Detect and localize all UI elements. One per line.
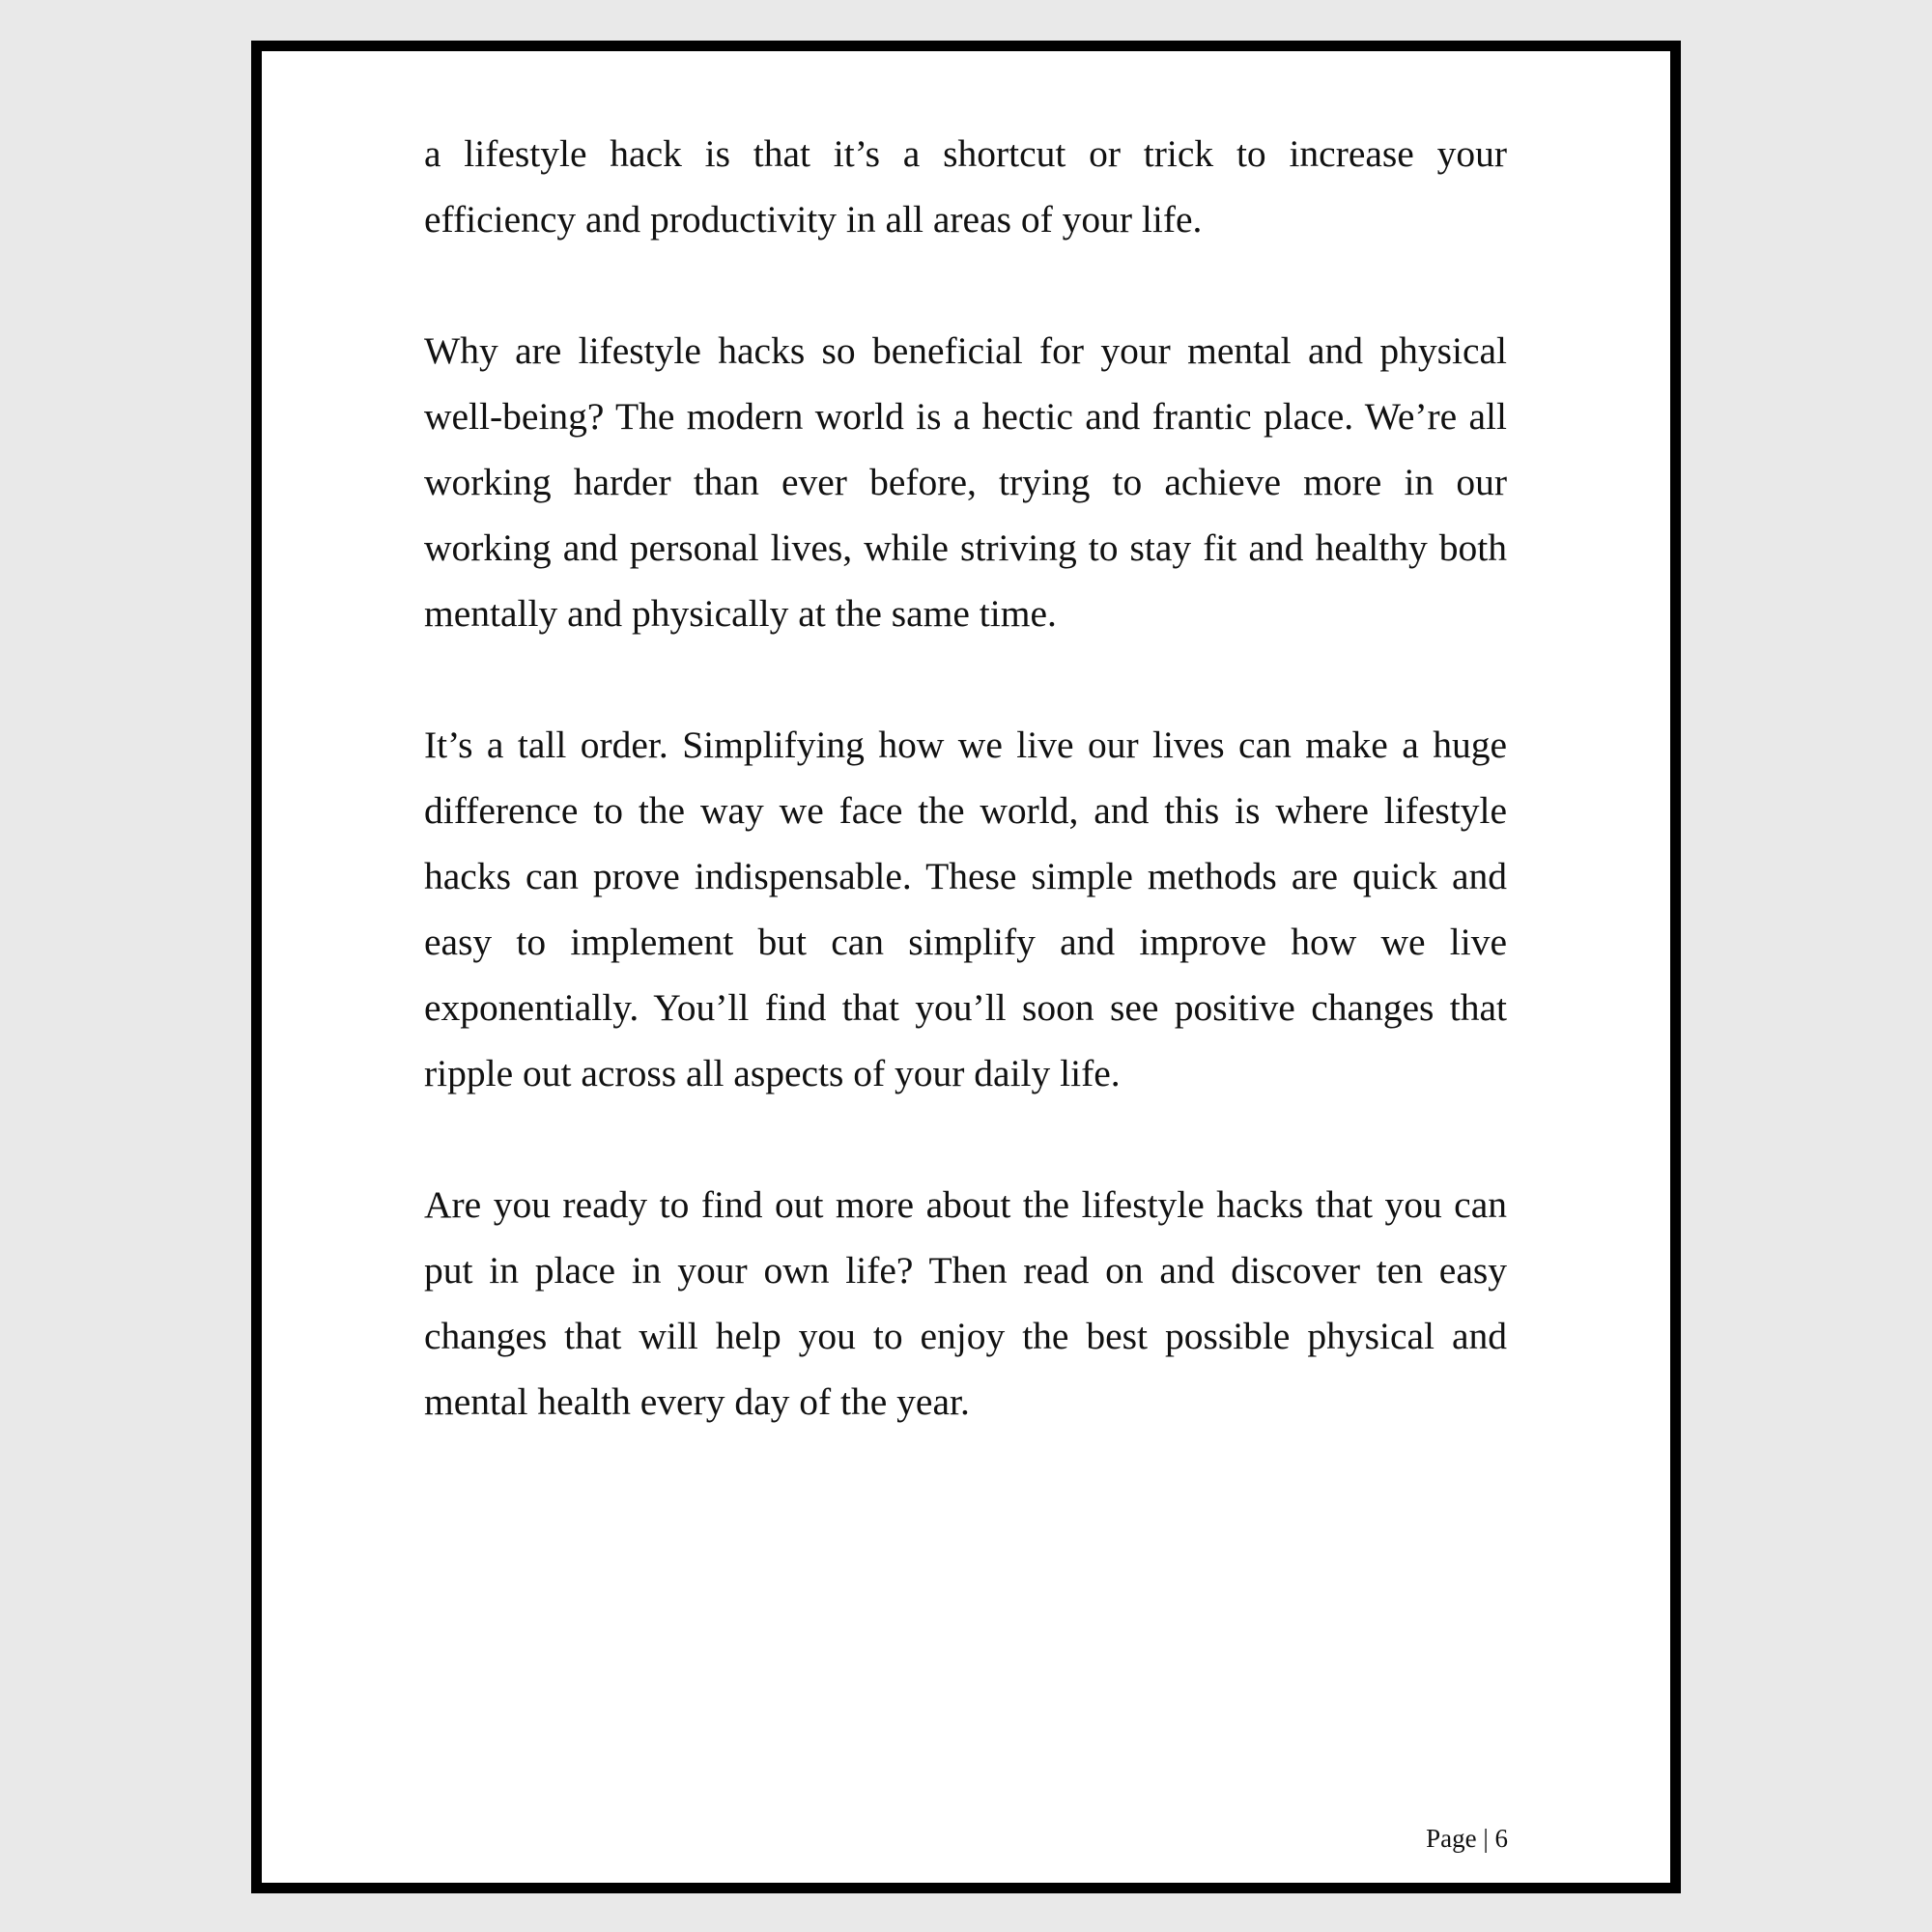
paragraph: It’s a tall order. Simplifying how we live our lives can make a huge difference to the way we face the world, and this is where lifestyle hacks can prove indispensable. These simple methods are quick and easy to implement but can simplify and improve how we live exponentially. You’ll find that you’ll soon see positive changes that ripple out across all aspects of your daily life. — [424, 724, 1507, 1094]
paragraph: Are you ready to find out more about the lifestyle hacks that you can put in place in your own life? Then read on and discover ten easy changes that will help you to enjoy the best possible physical and mental health every day of the year. — [424, 1183, 1507, 1423]
paragraph: a lifestyle hack is that it’s a shortcut or trick to increase your efficiency and productivity in all areas of your life. — [424, 132, 1507, 241]
page-number: Page | 6 — [1426, 1824, 1508, 1853]
paragraph: Why are lifestyle hacks so beneficial for your mental and physical well-being? The modern world is a hectic and frantic place. We’re all working harder than ever before, trying to achieve more in our working and personal lives, while striving to stay fit and healthy both mentally and physically at the same time. — [424, 329, 1507, 635]
body-text — [424, 121, 1507, 1500]
